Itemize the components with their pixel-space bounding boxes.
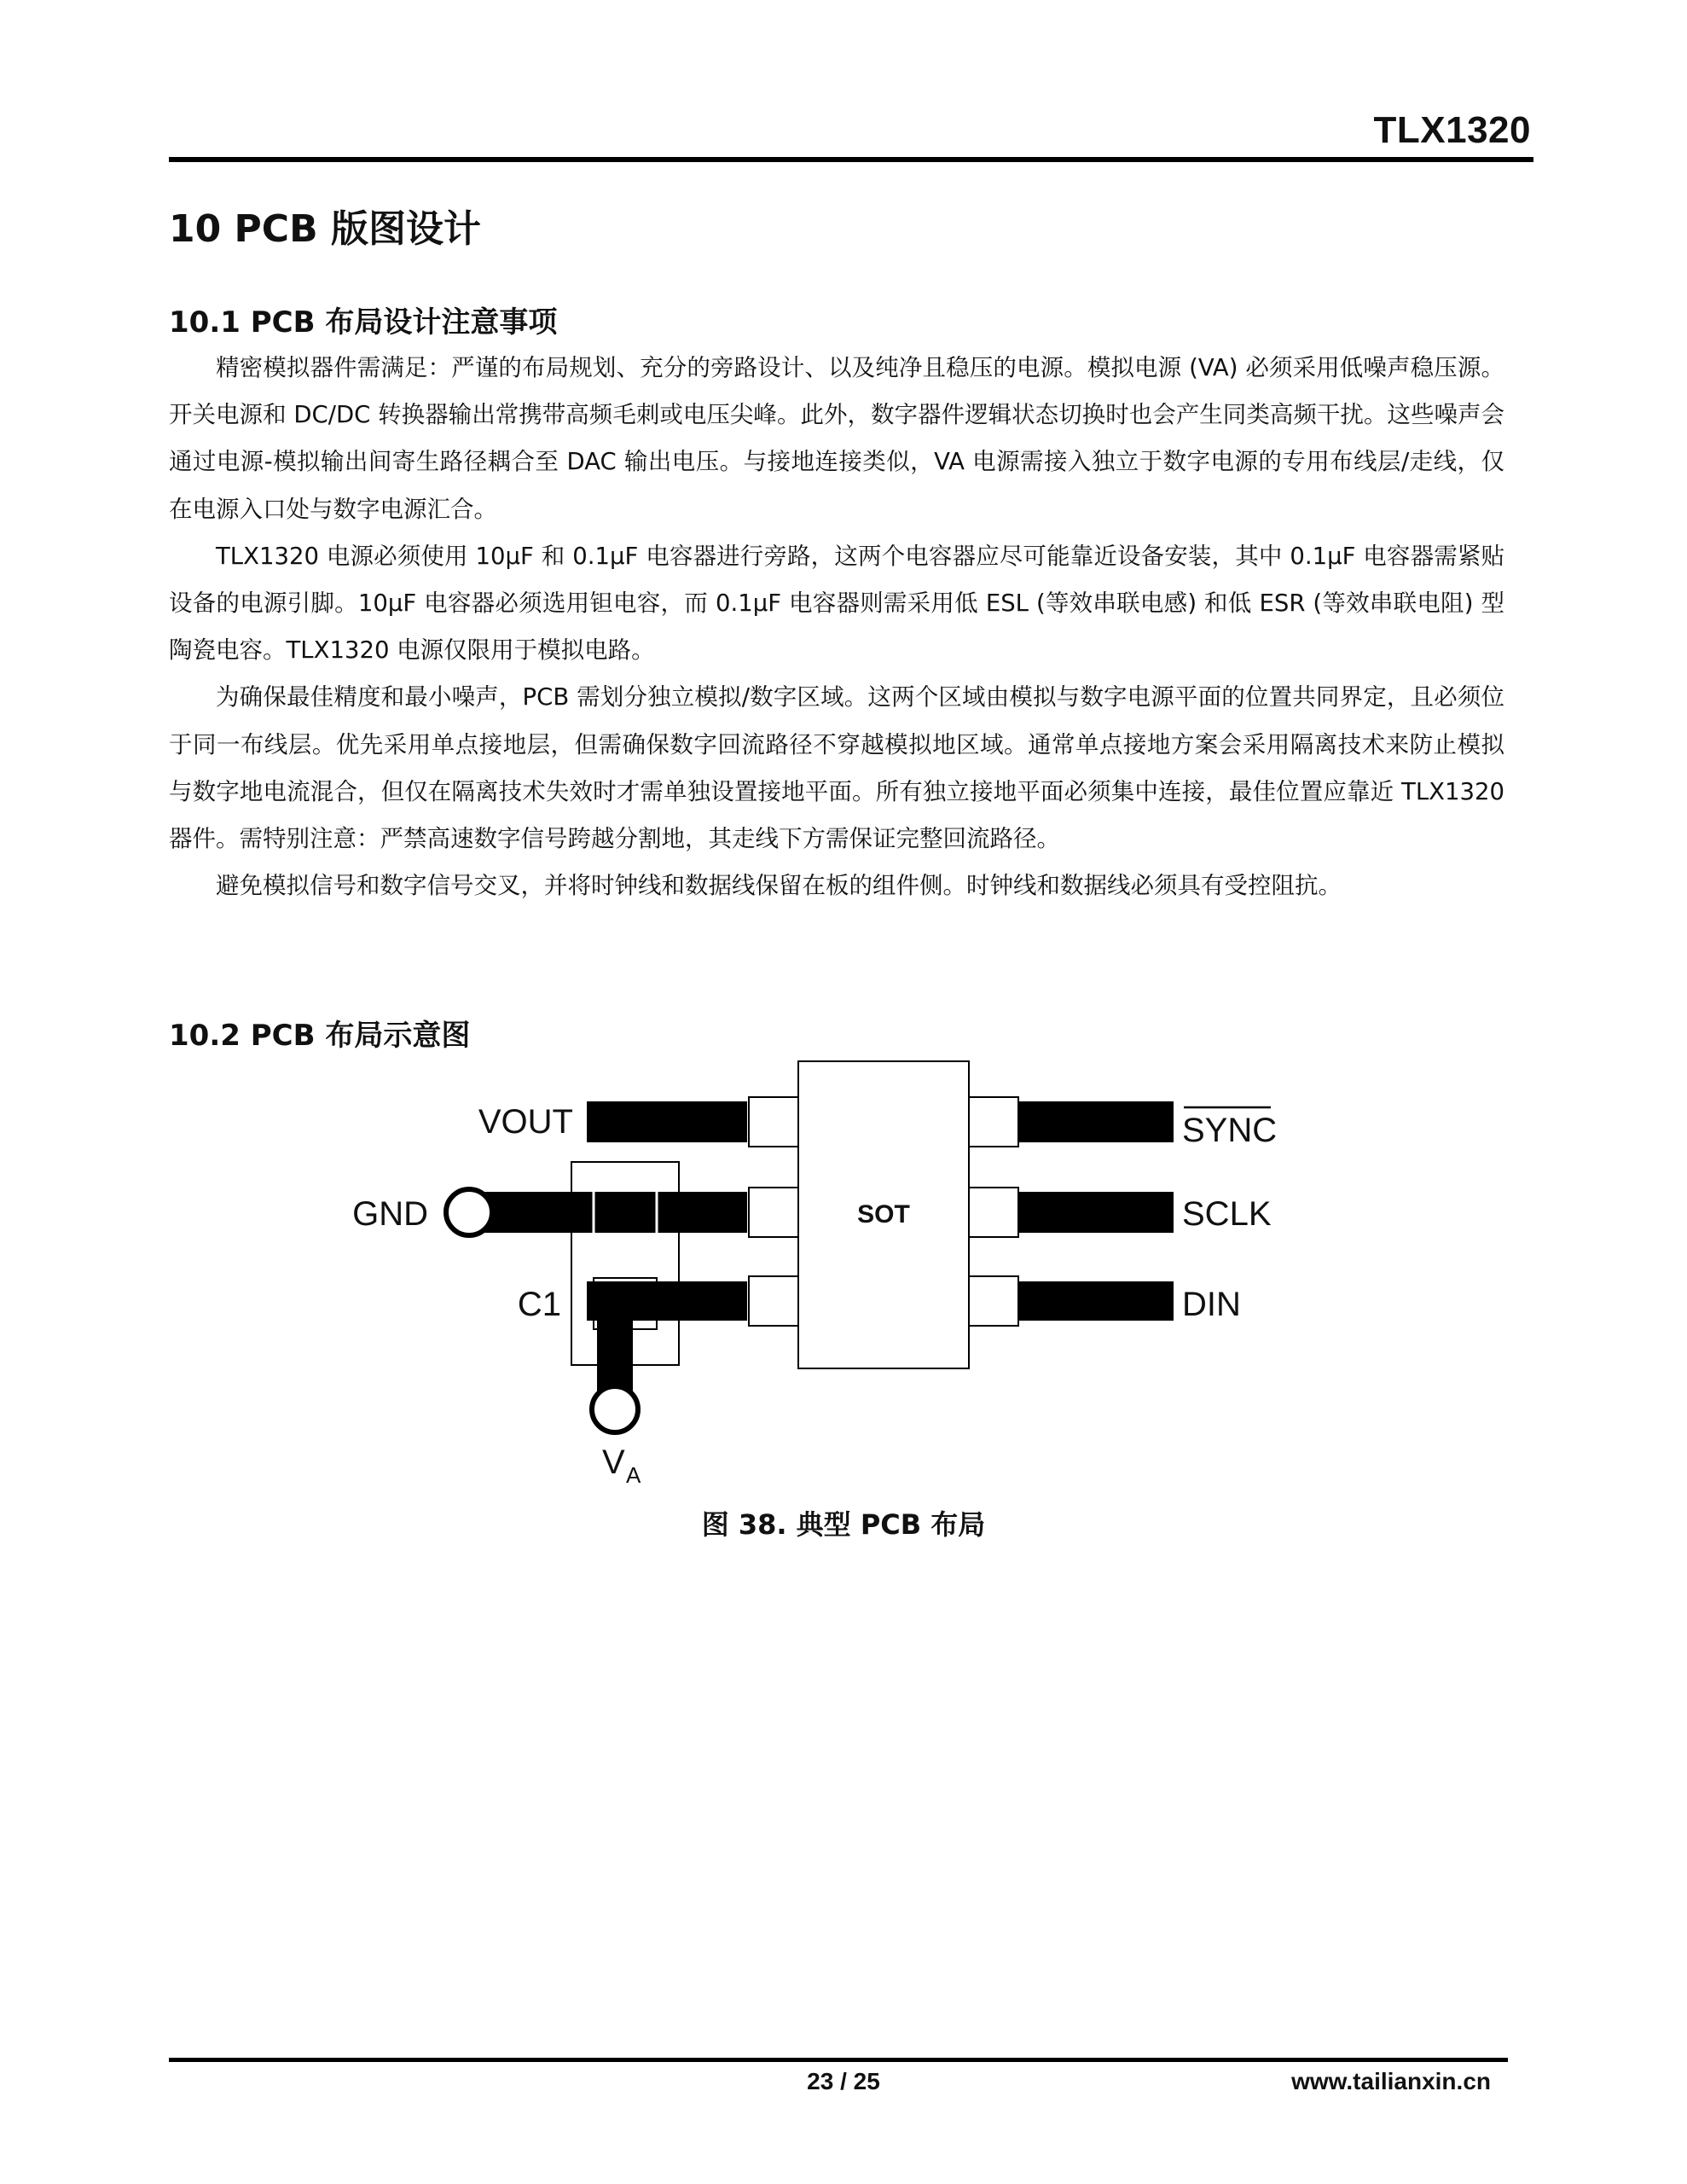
din-trace xyxy=(1018,1281,1174,1321)
page-number: 23 / 25 xyxy=(807,2068,880,2094)
document-title: TLX1320 xyxy=(1373,109,1531,151)
gnd-trace xyxy=(469,1192,747,1233)
paragraph: 为确保最佳精度和最小噪声，PCB 需划分独立模拟/数字区域。这两个区域由模拟与数字电源平面的位置共同界定，且必须位于同一布线层。优先采用单点接地层，但需确保数字回流路径不穿越模拟地区域。通常单点接地方案会采用隔离技术来防止模拟与数字地电流混合，但仅在隔离技术失效时才需单独设置接地平面。所有独立接地平面必须集中连接，最佳位置应靠近 TLX1320 器件。需特别注意：严禁高速数字信号跨越分割地，其走线下方需保证完整回流路径。 xyxy=(169,683,1504,853)
chip-label: SOT xyxy=(857,1200,910,1228)
vout-trace xyxy=(587,1101,747,1142)
pin-label-sclk: SCLK xyxy=(1182,1195,1272,1233)
pin-pad-right-3 xyxy=(969,1276,1018,1326)
pin-pad-left-3 xyxy=(749,1276,798,1326)
pin-pad-left-1 xyxy=(749,1097,798,1147)
figure-caption: 图 38. 典型 PCB 布局 xyxy=(701,1508,986,1541)
pin-pad-right-2 xyxy=(969,1188,1018,1237)
subsection-title-layout-diagram: 10.2 PCB 布局示意图 xyxy=(169,1019,471,1053)
supply-label: V xyxy=(602,1443,625,1481)
paragraph: 精密模拟器件需满足：严谨的布局规划、充分的旁路设计、以及纯净且稳压的电源。模拟电源 (VA) 必须采用低噪声稳压源。开关电源和 DC/DC 转换器输出常携带高频毛刺或电压尖峰。此外，数字器件逻辑状态切换时也会产生同类高频干扰。这些噪声会通过电源-模拟输出间寄生路径耦合至 DAC 输出电压。与接地连接类似，VA 电源需接入独立于数字电源的专用布线层/走线，仅在电源入口处与数字电源汇合。 xyxy=(169,354,1504,523)
gnd-via xyxy=(446,1189,492,1235)
paragraph: TLX1320 电源必须使用 10μF 和 0.1μF 电容器进行旁路，这两个电容器应尽可能靠近设备安装，其中 0.1μF 电容器需紧贴设备的电源引脚。10μF 电容器必须选用钽电容，而 0.1μF 电容器则需采用低 ESL (等效串联电感) 和低 ESR (等效串联电阻) 型陶瓷电容。TLX1320 电源仅限用于模拟电路。 xyxy=(169,542,1504,665)
paragraph: 避免模拟信号和数字信号交叉，并将时钟线和数据线保留在板的组件侧。时钟线和数据线必须具有受控阻抗。 xyxy=(216,872,1342,900)
pin-label-din: DIN xyxy=(1182,1286,1241,1323)
sync-trace xyxy=(1018,1101,1174,1142)
section-title: 10 PCB 版图设计 xyxy=(169,207,481,251)
pin-pad-left-2 xyxy=(749,1188,798,1237)
va-via xyxy=(592,1386,638,1432)
pin-label-gnd: GND xyxy=(352,1195,428,1233)
header-rule xyxy=(169,157,1533,162)
pin-label-c1: C1 xyxy=(517,1286,561,1323)
website-link[interactable]: www.tailianxin.cn xyxy=(1291,2068,1491,2094)
pin-label-sync: SYNC xyxy=(1182,1112,1278,1149)
footer-rule xyxy=(169,2058,1508,2062)
pin-label-vout: VOUT xyxy=(478,1103,573,1141)
sclk-trace xyxy=(1018,1192,1174,1233)
body-text xyxy=(169,345,1504,909)
supply-label-subscript: A xyxy=(626,1462,641,1488)
pin-pad-right-1 xyxy=(969,1097,1018,1147)
subsection-title-layout-notes: 10.1 PCB 布局设计注意事项 xyxy=(169,305,558,340)
pcb-layout-diagram xyxy=(341,1049,1296,1493)
